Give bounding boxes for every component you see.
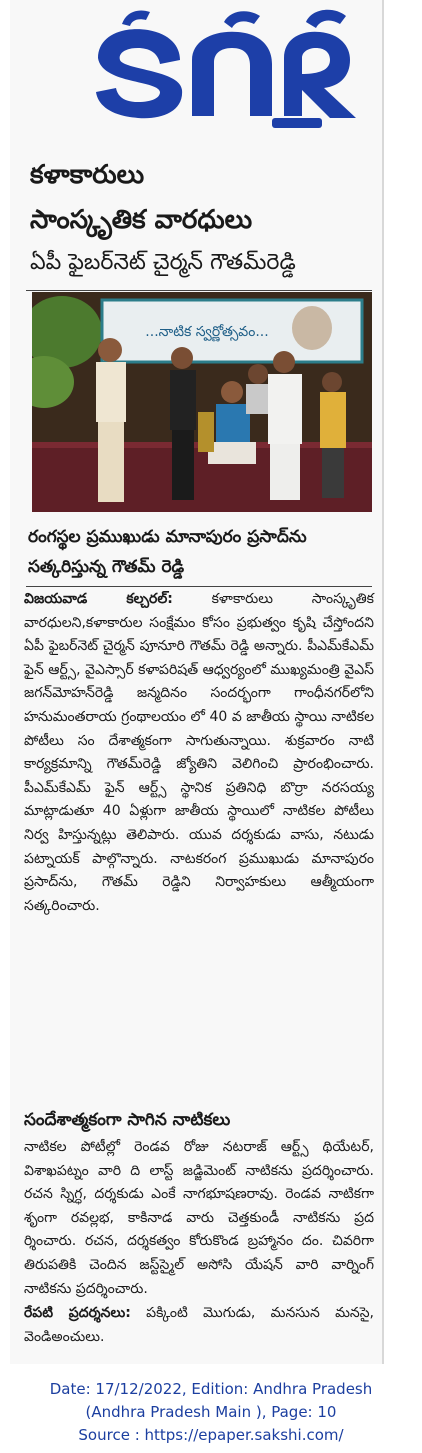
article-paragraph-3	[24, 1302, 374, 1349]
article-paragraph-1	[24, 588, 374, 918]
upcoming-text: పక్కింటి మొగుడు, మనసున మనసై, వెండిఅంచులు.	[24, 1305, 374, 1345]
footer-source-link[interactable]: Source : https://epaper.sakshi.com/	[78, 1426, 344, 1444]
article-paragraph-2: నాటికల పోటీల్లో రెండవ రోజు నటరాజ్‌ ఆర్ట్స్‌ థియేటర్‌, విశాఖపట్నం వారి ది లాస్ట్‌ జడ్జిమెంట్‌ నాటికను ప్రదర్శించారు. రచన స్నిగ్ధ, దర్శకుడు ఎంకే నాగభూషణరావు. రెండవ నాటికగా శృంగా రవల్లభ, కాకినాడ వారు చెత్తకుండీ నాటికను ప్రద ర్శించారు. రచన, దర్శకత్వం కోరుకొండ బ్రహ్మానం దం. చివరిగా తిరుపతికి చెందిన జస్ట్‌స్మైల్‌ అసోసి యేషన్‌ వారి వార్నింగ్‌ నాటికను ప్రదర్శించారు.	[24, 1139, 374, 1297]
newspaper-clipping	[10, 0, 384, 1364]
masthead	[10, 0, 382, 135]
footer-date-edition: Date: 17/12/2022, Edition: Andhra Pradesh	[49, 1380, 373, 1398]
subheading: సందేశాత్మకంగా సాగిన నాటికలు	[24, 1110, 231, 1130]
photo-caption: రంగస్థల ప్రముఖుడు మానాపురం ప్రసాద్‌ను సత్కరిస్తున్న గౌతమ్‌ రెడ్డి	[28, 527, 307, 577]
headline-line-3: ఏపీ ఫైబర్‌నెట్‌ చైర్మన్‌ గౌతమ్‌రెడ్డి	[30, 250, 296, 275]
source-footer	[0, 1378, 422, 1447]
dateline: విజయవాడ కల్చరల్‌:	[24, 591, 173, 607]
upcoming-label: రేపటి ప్రదర్శనలు:	[24, 1305, 131, 1321]
footer-page: (Andhra Pradesh Main ), Page: 10	[85, 1403, 337, 1421]
news-photo	[32, 292, 372, 512]
banner-text: ...నాటిక స్వర్ణోత్సవం...	[145, 324, 269, 340]
sakshi-logo	[10, 0, 382, 135]
headline-line-1: కళాకారులు	[30, 160, 145, 190]
headline-line-2: సాంస్కృతిక వారధులు	[30, 205, 253, 235]
divider	[26, 586, 372, 587]
divider	[26, 290, 372, 291]
paragraph-1-text: కళాకారులు సాంస్కృతిక వారధులని,కళాకారుల సంక్షేమం కోసం ప్రభుత్వం కృషి చేస్తోందని ఏపీ ఫైబర్‌నెట్‌ చైర్మన్‌ పూనూరి గౌతమ్‌ రెడ్డి అన్నారు. పీఎమ్‌కేఎమ్‌ ఫైన్‌ ఆర్ట్స్‌, వైఎస్సార్‌ కళాపరిషత్‌ ఆధ్వర్యంలో ముఖ్యమంత్రి వైఎస్‌ జగన్‌మోహన్‌రెడ్డి జన్మదినం సందర్భంగా గాంధీనగర్‌లోని హనుమంతరాయ గ్రంథాలయం లో 40 వ జాతీయ స్థాయి నాటికల పోటీలు సం దేశాత్మకంగా సాగుతున్నాయి. శుక్రవారం నాటి కార్యక్రమాన్ని గౌతమ్‌రెడ్డి జ్యోతిని వెలిగించి ప్రారంభించారు. పీఎమ్‌కేఎమ్‌ ఫైన్‌ ఆర్ట్స్‌ స్థానిక ప్రతినిధి బొర్రా నరసయ్య మాట్లాడుతూ 40 ఏళ్లుగా జాతీయ స్థాయిలో నాటికల పోటీలు నిర్వ హిస్తున్నట్లు తెలిపారు. యువ దర్శకుడు వాసు, నటుడు పట్నాయక్‌ పాల్గొన్నారు. నాటకరంగ ప్రముఖుడు మానాపురం ప్రసాద్‌ను, గౌతమ్‌ రెడ్డిని నిర్వాహకులు ఆత్మీయంగా సత్కరించారు.	[24, 591, 374, 914]
photo-illustration	[32, 292, 372, 512]
